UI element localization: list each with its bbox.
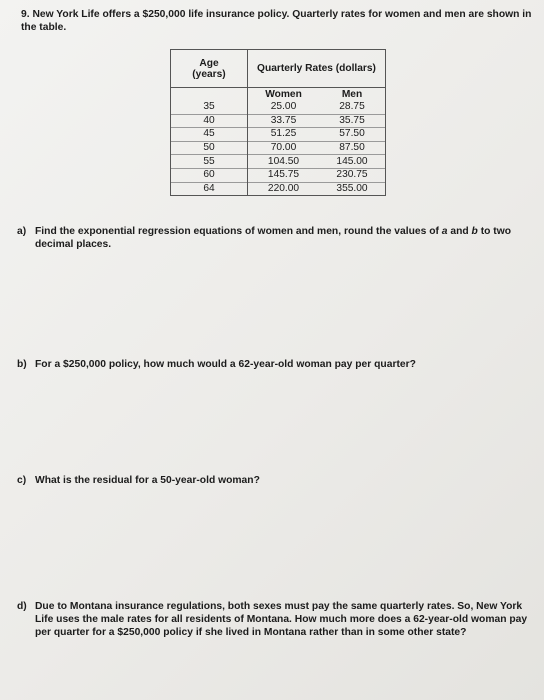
question-a-text: Find the exponential regression equations of women and men, round the values of a and b to two decimal places. (35, 226, 512, 250)
question-a (17, 225, 536, 255)
women-rate-cell: 25.00 (270, 101, 297, 113)
problem-intro: 9. New York Life offers a $250,000 life insurance policy. Quarterly rates for women and men are shown in the table. (21, 9, 532, 33)
age-cell: 40 (171, 114, 248, 128)
women-rate-cell: 51.25 (248, 128, 320, 142)
women-rate-cell: 70.00 (248, 141, 320, 155)
question-b-text: For a $250,000 policy, how much would a 62-year-old woman pay per quarter? (35, 359, 416, 370)
question-d-label: d) (17, 601, 27, 612)
men-rate-cell: 28.75 (319, 101, 386, 114)
question-c-text: What is the residual for a 50-year-old woman? (35, 475, 260, 486)
table-row (171, 182, 386, 196)
table-row (171, 141, 386, 155)
men-header: Men (319, 88, 386, 102)
table-row (171, 101, 386, 114)
quarterly-rates-header: Quarterly Rates (dollars) (248, 50, 386, 88)
question-b (17, 358, 536, 374)
women-header: Women (248, 88, 320, 102)
rates-table (170, 49, 386, 196)
variable-a: a (441, 226, 448, 237)
table-row (171, 155, 386, 169)
men-rate-cell: 57.50 (319, 128, 386, 142)
table-row (171, 168, 386, 182)
question-c (17, 474, 536, 490)
age-cell: 50 (171, 141, 248, 155)
table-row (171, 128, 386, 142)
table-row (171, 114, 386, 128)
age-subheader-blank (171, 88, 248, 102)
age-cell: 45 (171, 128, 248, 142)
question-b-label: b) (17, 359, 27, 370)
women-rate-cell: 145.75 (248, 168, 320, 182)
age-cell: 35 (171, 101, 248, 114)
age-cell: 64 (171, 182, 248, 196)
question-a-label: a) (17, 226, 27, 237)
men-rate-cell: 230.75 (319, 168, 386, 182)
age-cell: 55 (171, 155, 248, 169)
question-d-text: Due to Montana insurance regulations, both sexes must pay the same quarterly rates. So, New York Life uses the male rates for all residents of Montana. How much more does a 62-year-old woman pay per quarter for a $250,000 policy if she lived in Montana rather than in some other state? (35, 601, 528, 638)
question-c-label: c) (17, 475, 27, 486)
men-rate-cell: 35.75 (319, 114, 386, 128)
question-d (17, 600, 536, 644)
men-rate-cell: 145.00 (319, 155, 386, 169)
men-rate-cell: 355.00 (319, 182, 386, 196)
age-cell: 60 (171, 168, 248, 182)
women-rate-cell: 33.75 (248, 114, 320, 128)
men-rate-cell: 87.50 (319, 141, 386, 155)
women-rate-cell: 220.00 (248, 182, 320, 196)
age-header: Age (years) (171, 50, 248, 88)
women-rate-cell: 104.50 (248, 155, 320, 169)
variable-b: b (471, 226, 478, 237)
